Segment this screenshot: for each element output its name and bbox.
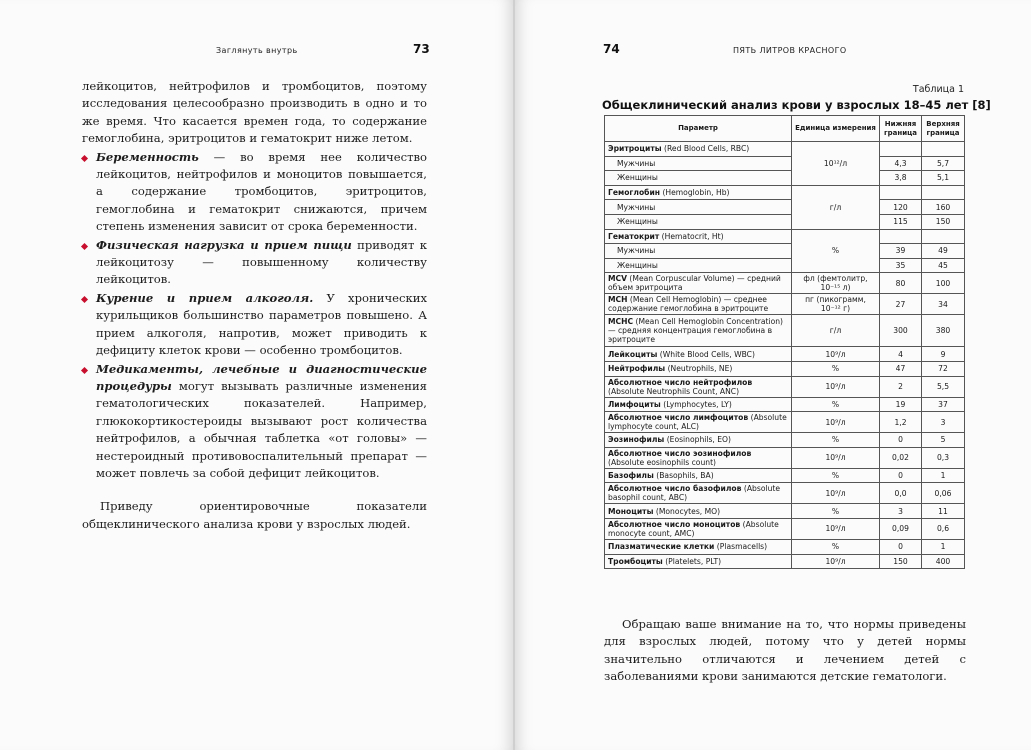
table-row <box>605 504 965 519</box>
unit-cell: % <box>792 229 880 273</box>
header-high: Верхняя граница <box>922 116 965 142</box>
unit-cell: 10¹²/л <box>792 142 880 186</box>
closing-paragraph-left: Приведу ориентировочные показатели общеклинического анализа крови у взрослых людей. <box>82 499 427 531</box>
table-row <box>605 468 965 483</box>
low-cell: 19 <box>880 397 922 412</box>
high-cell: 5,7 <box>922 156 965 171</box>
param-cell <box>605 468 792 483</box>
high-cell: 150 <box>922 214 965 229</box>
bullet-term: Физическая нагрузка и прием пищи <box>96 237 352 252</box>
param-cell <box>605 347 792 362</box>
param-name: Лимфоциты <box>608 399 661 409</box>
bullet-diamond-icon <box>81 243 88 250</box>
param-desc: (Mean Cell Hemoglobin Concentration) — средняя концентрация гемоглобина в эритроците <box>608 317 783 345</box>
high-cell: 0,6 <box>922 518 965 539</box>
param-cell <box>605 518 792 539</box>
param-desc: (Basophils, BA) <box>653 471 714 481</box>
param-name: MCHC <box>608 317 634 327</box>
param-desc: (Neutrophils, NE) <box>665 364 733 374</box>
low-cell: 47 <box>880 361 922 376</box>
param-cell <box>605 142 792 157</box>
low-cell: 0 <box>880 468 922 483</box>
param-name: Моноциты <box>608 506 654 516</box>
high-cell: 400 <box>922 554 965 569</box>
high-cell: 37 <box>922 397 965 412</box>
closing-paragraph-right: Обращаю ваше внимание на то, что нормы приведены для взрослых людей, потому что у детей нормы значительно отличаются и лечением детей с заболеваниями крови занимаются детские гематологи. <box>604 617 966 684</box>
param-desc: (Monocytes, MO) <box>653 506 721 516</box>
unit-cell: фл (фемтолитр, 10⁻¹⁵ л) <box>792 273 880 294</box>
bullet-diamond-icon <box>81 155 88 162</box>
low-cell: 4 <box>880 347 922 362</box>
table-row <box>605 433 965 448</box>
table-row <box>605 347 965 362</box>
low-cell: 4,3 <box>880 156 922 171</box>
high-cell: 34 <box>922 294 965 315</box>
high-cell: 1 <box>922 539 965 554</box>
param-desc: (Plasmacells) <box>714 542 768 552</box>
unit-cell: г/л <box>792 185 880 229</box>
table-row <box>605 554 965 569</box>
sex-label-cell: Мужчины <box>605 156 792 171</box>
param-name: Абсолютное число лимфоцитов <box>608 413 749 423</box>
param-name: Абсолютное число базофилов <box>608 484 742 494</box>
high-cell: 11 <box>922 504 965 519</box>
param-desc: (Platelets, PLT) <box>662 556 722 566</box>
table-caption: Таблица 1 <box>912 84 964 95</box>
unit-cell: % <box>792 539 880 554</box>
unit-cell: % <box>792 397 880 412</box>
table-row <box>605 518 965 539</box>
unit-cell: 10⁹/л <box>792 554 880 569</box>
table-row <box>605 244 965 259</box>
low-cell <box>880 229 922 244</box>
param-cell <box>605 504 792 519</box>
bullet-text: приводят к лейкоцитозу — повышенному количеству лейкоцитов. <box>96 237 427 287</box>
bullet-term: Медикаменты, лечебные и диагностические процедуры <box>96 361 427 393</box>
high-cell: 0,06 <box>922 483 965 504</box>
low-cell: 39 <box>880 244 922 259</box>
param-cell <box>605 315 792 347</box>
param-desc: (Mean Corpuscular Volume) — средний объем эритроцита <box>608 274 781 293</box>
bullet-diamond-icon <box>81 366 88 373</box>
unit-cell: % <box>792 504 880 519</box>
low-cell: 3 <box>880 504 922 519</box>
param-name: Базофилы <box>608 471 654 481</box>
low-cell: 0,0 <box>880 483 922 504</box>
unit-cell: пг (пикограмм, 10⁻¹² г) <box>792 294 880 315</box>
table-row <box>605 171 965 186</box>
param-cell <box>605 397 792 412</box>
unit-cell: % <box>792 468 880 483</box>
low-cell: 1,2 <box>880 412 922 433</box>
param-cell <box>605 361 792 376</box>
bullet-item <box>82 149 427 236</box>
unit-cell: 10⁹/л <box>792 518 880 539</box>
low-cell: 3,8 <box>880 171 922 186</box>
sex-label-cell: Женщины <box>605 171 792 186</box>
param-name: Нейтрофилы <box>608 364 666 374</box>
param-name: Эритроциты <box>608 144 662 154</box>
param-name: Гемоглобин <box>608 188 661 198</box>
low-cell: 35 <box>880 258 922 273</box>
table-row <box>605 412 965 433</box>
high-cell: 0,3 <box>922 447 965 468</box>
running-head-right: ПЯТЬ ЛИТРОВ КРАСНОГО <box>733 46 847 55</box>
table-row <box>605 185 965 200</box>
unit-cell: 10⁹/л <box>792 483 880 504</box>
page-number-right: 74 <box>603 42 620 56</box>
param-desc: (Hematocrit, Ht) <box>659 231 724 241</box>
bullet-diamond-icon <box>81 296 88 303</box>
table-row <box>605 483 965 504</box>
unit-cell: г/л <box>792 315 880 347</box>
param-desc: (Mean Cell Hemoglobin) — среднее содержание гемоглобина в эритроците <box>608 295 769 314</box>
param-cell <box>605 229 792 244</box>
unit-cell: % <box>792 361 880 376</box>
param-name: Плазматические клетки <box>608 542 715 552</box>
high-cell: 3 <box>922 412 965 433</box>
low-cell: 300 <box>880 315 922 347</box>
table-row <box>605 315 965 347</box>
unit-cell: 10⁹/л <box>792 412 880 433</box>
table-header-row <box>605 116 965 142</box>
param-desc: (Lymphocytes, LY) <box>660 399 732 409</box>
high-cell: 49 <box>922 244 965 259</box>
param-cell <box>605 294 792 315</box>
param-desc: (Absolute monocyte count, AMC) <box>608 519 779 538</box>
low-cell: 120 <box>880 200 922 215</box>
sex-label-cell: Мужчины <box>605 200 792 215</box>
high-cell <box>922 229 965 244</box>
unit-cell: 10⁹/л <box>792 447 880 468</box>
intro-paragraph: лейкоцитов, нейтрофилов и тромбоцитов, поэтому исследования целесообразно производить в одно и то же время. Что касается времен года, то содержание гемоглобина, эритроцитов и гематокрит ниже летом. <box>82 79 427 146</box>
table-row <box>605 539 965 554</box>
bullet-item <box>82 361 427 483</box>
high-cell: 5,1 <box>922 171 965 186</box>
param-name: Абсолютное число эозинофилов <box>608 448 752 458</box>
param-cell <box>605 483 792 504</box>
param-name: Абсолютное число нейтрофилов <box>608 377 753 387</box>
table-row <box>605 156 965 171</box>
low-cell: 115 <box>880 214 922 229</box>
high-cell <box>922 185 965 200</box>
param-name: MCV <box>608 274 628 284</box>
high-cell: 72 <box>922 361 965 376</box>
sex-label-cell: Женщины <box>605 214 792 229</box>
high-cell: 1 <box>922 468 965 483</box>
unit-cell: 10⁹/л <box>792 347 880 362</box>
bullet-text: могут вызывать различные изменения гематологических показателей. Например, глюкокортикостероиды вызывают рост количества нейтрофилов, а обычная таблетка «от головы» — нестероидный противовоспалительный препарат — может повлечь за собой дефицит лейкоцитов. <box>96 378 427 480</box>
high-cell: 380 <box>922 315 965 347</box>
high-cell: 5,5 <box>922 376 965 397</box>
param-cell <box>605 554 792 569</box>
page-number-left: 73 <box>413 42 430 56</box>
table-row <box>605 142 965 157</box>
param-cell <box>605 433 792 448</box>
header-unit: Единица измерения <box>792 116 880 142</box>
param-cell <box>605 447 792 468</box>
left-page <box>0 0 513 750</box>
low-cell: 27 <box>880 294 922 315</box>
low-cell: 0,09 <box>880 518 922 539</box>
param-desc: (Absolute basophil count, ABC) <box>608 484 781 503</box>
param-desc: (Absolute lymphocyte count, ALC) <box>608 413 787 432</box>
paragraph-gap <box>82 482 427 498</box>
table-row <box>605 258 965 273</box>
high-cell <box>922 142 965 157</box>
high-cell: 9 <box>922 347 965 362</box>
table-row <box>605 200 965 215</box>
low-cell: 150 <box>880 554 922 569</box>
param-name: MCH <box>608 295 628 305</box>
unit-cell: 10⁹/л <box>792 376 880 397</box>
bullet-text: — во время нее количество лейкоцитов, нейтрофилов и моноцитов повышается, а содержание тромбоцитов, эритроцитов, гемоглобина и гематокрит снижаются, причем степень изменения зависит от срока беременности. <box>96 149 427 234</box>
high-cell: 45 <box>922 258 965 273</box>
bullet-item <box>82 290 427 360</box>
bullet-text: У хронических курильщиков большинство параметров повышено. А прием алкоголя, напротив, может приводить к дефициту клеток крови — особенно тромбоцитов. <box>96 290 427 358</box>
param-desc: (White Blood Cells, WBC) <box>657 349 755 359</box>
sex-label-cell: Мужчины <box>605 244 792 259</box>
header-low: Нижняя граница <box>880 116 922 142</box>
low-cell: 80 <box>880 273 922 294</box>
sex-label-cell: Женщины <box>605 258 792 273</box>
param-name: Лейкоциты <box>608 349 658 359</box>
table-title: Общеклинический анализ крови у взрослых 18–45 лет [8] <box>602 98 991 112</box>
low-cell: 2 <box>880 376 922 397</box>
high-cell: 100 <box>922 273 965 294</box>
running-head-left: Заглянуть внутрь <box>216 46 298 55</box>
low-cell: 0,02 <box>880 447 922 468</box>
left-body-text <box>82 78 427 533</box>
blood-test-table <box>604 115 965 569</box>
param-cell <box>605 185 792 200</box>
header-param: Параметр <box>605 116 792 142</box>
param-name: Эозинофилы <box>608 435 665 445</box>
param-desc: (Hemoglobin, Hb) <box>660 188 730 198</box>
low-cell: 0 <box>880 539 922 554</box>
param-desc: (Absolute Neutrophils Count, ANC) <box>608 386 740 396</box>
param-cell <box>605 412 792 433</box>
high-cell: 160 <box>922 200 965 215</box>
param-name: Абсолютное число моноцитов <box>608 519 741 529</box>
right-body-text <box>604 616 966 686</box>
param-desc: (Red Blood Cells, RBC) <box>661 144 750 154</box>
table-row <box>605 294 965 315</box>
low-cell: 0 <box>880 433 922 448</box>
table-row <box>605 397 965 412</box>
low-cell <box>880 142 922 157</box>
table-row <box>605 273 965 294</box>
table-row <box>605 376 965 397</box>
param-cell <box>605 376 792 397</box>
param-desc: (Absolute eosinophils count) <box>608 457 717 467</box>
param-cell <box>605 539 792 554</box>
unit-cell: % <box>792 433 880 448</box>
table-row <box>605 214 965 229</box>
param-desc: (Eosinophils, EO) <box>664 435 732 445</box>
param-name: Тромбоциты <box>608 556 663 566</box>
table-row <box>605 361 965 376</box>
high-cell: 5 <box>922 433 965 448</box>
table-row <box>605 447 965 468</box>
bullet-item <box>82 237 427 289</box>
param-name: Гематокрит <box>608 231 660 241</box>
low-cell <box>880 185 922 200</box>
bullet-term: Беременность <box>96 149 199 164</box>
table-row <box>605 229 965 244</box>
bullet-term: Курение и прием алкоголя. <box>96 290 314 305</box>
param-cell <box>605 273 792 294</box>
